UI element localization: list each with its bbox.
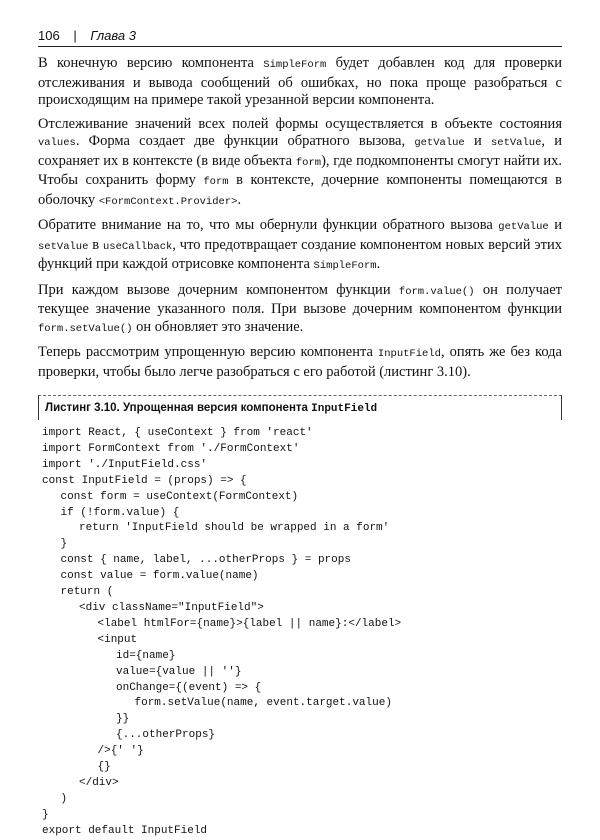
running-header	[38, 28, 562, 47]
code-line: <div className="InputField">	[79, 601, 264, 614]
code-line: const value = form.value(name)	[60, 570, 259, 583]
code-line: {}	[97, 761, 111, 774]
text-run: Обратите внимание на то, что мы обернули функции обратного вызова	[38, 217, 499, 233]
inline-code: SimpleForm	[313, 260, 377, 272]
paragraph	[38, 116, 562, 212]
page-number: 106	[38, 28, 60, 43]
header-separator: |	[73, 28, 77, 43]
code-line: import React, { useContext } from 'react'	[42, 427, 313, 439]
code-line: }	[42, 808, 49, 821]
inline-code: InputField	[377, 348, 441, 360]
text-run: в	[88, 236, 103, 253]
code-listing	[38, 426, 562, 840]
inline-code: form	[295, 156, 322, 169]
code-line: const { name, label, ...otherProps } = props	[60, 554, 351, 567]
code-line: <label htmlFor={name}>{label || name}:</label>	[97, 617, 402, 630]
code-line: id={name}	[116, 649, 176, 662]
paragraph	[38, 55, 562, 110]
text-run: он обновляет это значение.	[132, 318, 304, 335]
code-line: }}	[116, 713, 130, 726]
code-line: import FormContext from './FormContext'	[42, 442, 300, 455]
text-run: Теперь рассмотрим упрощенную версию компонента	[38, 344, 378, 360]
text-run: .	[237, 191, 242, 208]
text-run: Отслеживание значений всех полей формы осуществляется в объекте состояния	[38, 115, 562, 132]
inline-code: getValue	[498, 221, 549, 233]
text-run: . Форма создает две функции обратного вызова,	[75, 133, 415, 149]
chapter-title: Глава 3	[90, 28, 136, 43]
code-line: />{' '}	[97, 745, 144, 758]
text-run: При каждом вызове дочерним компонентом функции	[38, 281, 399, 298]
inline-code: useCallback	[102, 240, 173, 253]
text-run: , опять же без кода проверки, чтобы было легче разобраться с его работой (листинг 3.10).	[38, 344, 562, 380]
text-run: , что предотвращает создание компонентом новых версий этих функций при каждой отрисовке компонента	[38, 236, 562, 272]
code-line: value={value || ''}	[116, 665, 242, 678]
listing-caption-code: InputField	[311, 403, 378, 415]
inline-code: SimpleForm	[263, 59, 327, 71]
text-run: будет добавлен код для проверки отслеживания и вывода сообщений об ошибках, но пока проще разобраться с происходящим на примере такой урезанной версии компонента.	[38, 55, 563, 108]
inline-code: setValue	[490, 137, 542, 149]
inline-code: setValue	[38, 240, 89, 253]
code-line: return (	[60, 586, 114, 599]
text-run: он получает текущее значение указанного поля. При вызове дочерним компонентом функции	[38, 281, 562, 317]
code-line: )	[60, 792, 68, 805]
text-run: , и сохраняет их в контексте (в виде объекта	[38, 133, 563, 169]
paragraph	[38, 344, 562, 381]
code-line: return 'InputField should be wrapped in a form'	[79, 522, 390, 535]
code-line: const form = useContext(FormContext)	[60, 490, 299, 503]
text-run: .	[376, 256, 381, 272]
code-line: onChange={(event) => {	[116, 681, 262, 694]
body-text	[38, 55, 562, 381]
code-line: import './InputField.css'	[42, 458, 208, 471]
text-run: и	[548, 217, 562, 233]
code-line: {...otherProps}	[116, 729, 216, 742]
page-body	[38, 55, 562, 840]
inline-code: <FormContext.Provider>	[98, 195, 238, 208]
paragraph	[38, 282, 562, 339]
inline-code: getValue	[414, 137, 465, 149]
code-line: <input	[97, 633, 138, 646]
code-line: }	[60, 538, 68, 551]
code-line: form.setValue(name, event.target.value)	[134, 697, 392, 710]
code-line: if (!form.value) {	[60, 506, 180, 519]
inline-code: values	[38, 137, 76, 149]
code-line: export default InputField	[42, 824, 208, 837]
listing-caption-text: Листинг 3.10. Упрощенная версия компонента	[45, 402, 312, 414]
text-run: и	[464, 133, 491, 149]
text-run: в контексте, дочерние компоненты помещаются в оболочку	[38, 172, 562, 208]
text-run: В конечную версию компонента	[38, 55, 264, 71]
inline-code: form.value()	[398, 285, 475, 298]
code-line: </div>	[79, 776, 119, 789]
inline-code: form	[203, 176, 229, 188]
code-line: const InputField = (props) => {	[42, 474, 247, 487]
paragraph	[38, 217, 562, 276]
inline-code: form.setValue()	[38, 322, 133, 335]
listing-caption	[45, 401, 377, 416]
listing-caption-box	[38, 395, 562, 420]
text-run: ), где подкомпоненты смогут найти их. Чтобы сохранить форму	[38, 152, 562, 188]
